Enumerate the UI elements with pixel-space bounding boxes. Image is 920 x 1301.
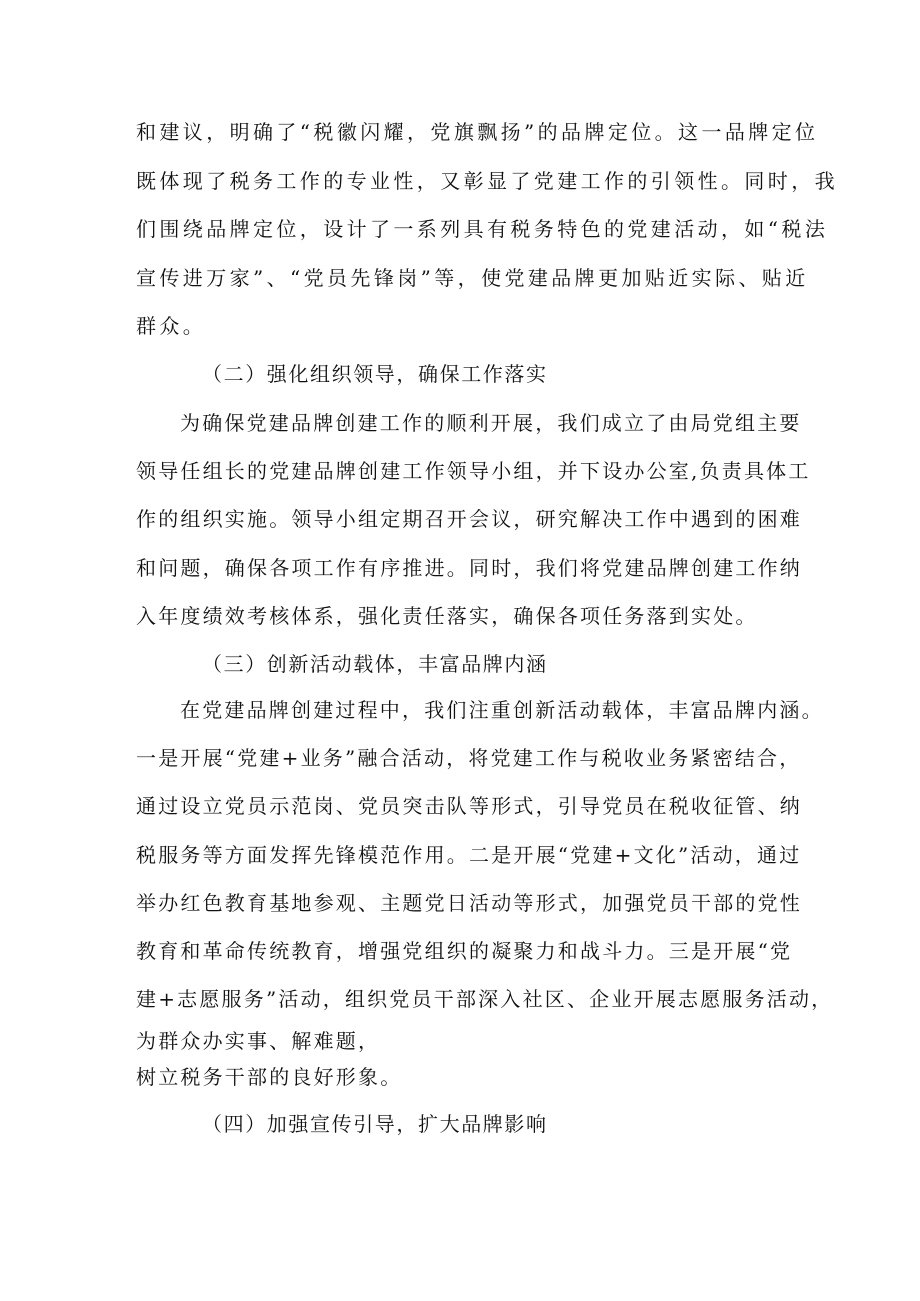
- paragraph-2-line-3: 作的组织实施。领导小组定期召开会议，研究解决工作中遇到的困难: [136, 507, 802, 531]
- paragraph-3-line-3: 通过设立党员示范岗、党员突击队等形式，引导党员在税收征管、纳: [136, 794, 802, 818]
- paragraph-2-line-5: 入年度绩效考核体系，强化责任落实，确保各项任务落到实处。: [136, 604, 758, 628]
- paragraph-3-line-4: 税服务等方面发挥先锋模范作用。二是开展“党建+文化”活动，通过: [136, 843, 802, 867]
- paragraph-1-line-2: 既体现了税务工作的专业性，又彰显了党建工作的引领性。同时，我: [136, 169, 838, 193]
- section-heading-2: （二）强化组织领导，确保工作落实: [202, 362, 548, 386]
- section-heading-3: （三）创新活动载体，丰富品牌内涵: [202, 652, 548, 676]
- paragraph-3-line-6: 教育和革命传统教育，增强党组织的凝聚力和战斗力。三是开展“党: [136, 939, 793, 963]
- paragraph-1-line-3: 们围绕品牌定位，设计了一系列具有税务特色的党建活动，如“税法: [136, 217, 829, 241]
- paragraph-3-line-5: 举办红色教育基地参观、主题党日活动等形式，加强党员干部的党性: [136, 891, 802, 915]
- paragraph-2-line-2: 领导任组长的党建品牌创建工作领导小组，并下设办公室,负责具体工: [136, 459, 811, 483]
- section-heading-4: （四）加强宣传引导，扩大品牌影响: [202, 1112, 548, 1136]
- paragraph-1-line-1: 和建议，明确了“税徽闪耀，党旗飘扬”的品牌定位。这一品牌定位: [136, 120, 819, 144]
- paragraph-2-line-1: 为确保党建品牌创建工作的顺利开展，我们成立了由局党组主要: [180, 411, 802, 435]
- paragraph-3-line-7: 建+志愿服务”活动，组织党员干部深入社区、企业开展志愿服务活动，: [136, 987, 834, 1011]
- paragraph-1-line-5: 群众。: [136, 314, 207, 338]
- paragraph-2-line-4: 和问题，确保各项工作有序推进。同时，我们将党建品牌创建工作纳: [136, 556, 802, 580]
- paragraph-1-line-4: 宣传进万家”、“党员先锋岗”等，使党建品牌更加贴近实际、贴近: [136, 266, 809, 290]
- paragraph-3-line-8: 为群众办实事、解难题，: [136, 1029, 381, 1053]
- paragraph-3-line-1: 在党建品牌创建过程中，我们注重创新活动载体，丰富品牌内涵。: [180, 698, 824, 722]
- paragraph-3-line-9: 树立税务干部的良好形象。: [136, 1065, 403, 1089]
- paragraph-3-line-2: 一是开展“党建+业务”融合活动，将党建工作与税收业务紧密结合，: [136, 746, 802, 770]
